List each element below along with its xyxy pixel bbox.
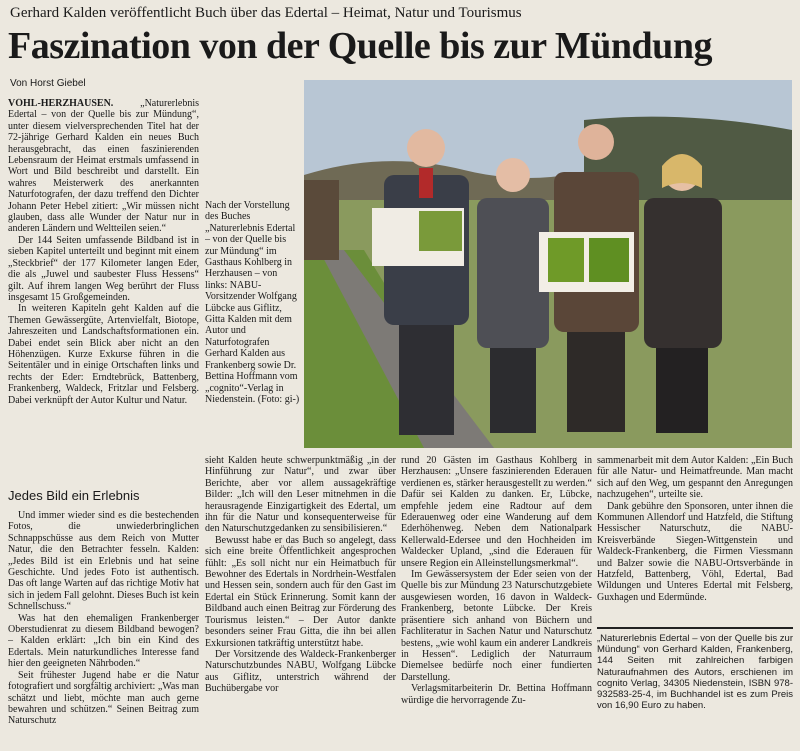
article-column-1: [8, 98, 199, 474]
group-photo-illustration: [304, 80, 792, 448]
paragraph: sammenarbeit mit dem Autor Kalden: „Ein Buch für alle Natur- und Heimatfreunde. Man macht sich auf den Weg, um gespannt den Anregungen nachzugehen“, urteilte sie.: [597, 455, 793, 501]
paragraph: rund 20 Gästen im Gasthaus Kohlberg in Herzhausen: „Unsere faszinierenden Ederauen verdienen es, stärker herausgestellt zu werden.“ Dafür sei Kalden zu danken. Er, Lübcke, empfehle jedem eine Radtour auf dem Ederauenweg oder eine Wanderung auf dem Ederhöhenweg. Neben dem Nationalpark Kellerwald-Edersee und den Hochheiden im Waldecker Upland, „sind die Ederauen für unsere Region ein Alleinstellungsmerkmal“.: [401, 455, 592, 569]
book-info-box: „Naturerlebnis Edertal – von der Quelle bis zur Mündung“ von Gerhard Kalden, Frankenberg, 144 Seiten mit zahlreichen farbigen Naturaufnahmen des Autors, erschienen im cognito Verlag, 34305 Niedenstein, ISBN 978-932583-25-4, im Buchhandel ist es zum Preis von 16,90 Euro zu haben.: [597, 627, 793, 747]
article-headline: Faszination von der Quelle bis zur Mündung: [8, 25, 712, 67]
paragraph: Der 144 Seiten umfassende Bildband ist in sieben Kapitel unterteilt und beginnt mit einem „Steckbrief“ der 177 Kilometer langen Eder, die als „Juwel und saubester Fluss Hessens“ gilt. Auf ihrem langen Weg berührt der Fluss insgesamt 15 Großgemeinden.: [8, 234, 199, 303]
article-byline: Von Horst Giebel: [10, 78, 86, 89]
paragraph: Verlagsmitarbeiterin Dr. Bettina Hoffmann würdige die hervorragende Zu-: [401, 683, 592, 706]
photo-caption: Nach der Vorstellung des Buches „Naturerlebnis Edertal – von der Quelle bis zur Mündung“ im Gasthaus Kohlberg in Herzhausen – von links: NABU-Vorsitzender Wolfgang Lübcke aus Giflitz, Gitta Kalden mit dem Autor und Naturfotografen Gerhard Kalden aus Frankenberg sowie Dr. Bettina Hoffmann vom „cognito“-Verlag in Niedenstein. (Foto: gi-): [205, 200, 300, 405]
paragraph: Was hat den ehemaligen Frankenberger Oberstudienrat zu diesem Bildband bewogen? – Kalden erklärt: „Ich bin ein Kind des Edertals. Mein naturkundliches Interesse fand hier den geeigneten Nährboden.“: [8, 612, 199, 670]
paragraph: Im Gewässersystem der Eder seien von der Quelle bis zur Mündung 23 Naturschutzgebiete ausgewiesen worden, 16 davon in Waldeck-Frankenberg, betonte Lübcke. Der Kreis präsentiere sich anhand von Büchern und Fachliteratur in Sachen Natur und Naturschutz bestens, „wie wohl kaum ein anderer Landkreis in Hessen“. Lediglich der Naturraum Diemelsee bedürfe noch einer fundierten Darstellung.: [401, 569, 592, 683]
article-column-1-continued: [8, 478, 199, 748]
paragraph: Bewusst habe er das Buch so angelegt, dass sich eine breite Öffentlichkeit angesprochen fühlt: „Es soll nicht nur ein Heimatbuch für Bewohner des Edertals in Nordrhein-Westfalen und Hessen sein, sondern auch für den Gast im Edertal ein Stück Erinnerung. Somit kann der Bildband auch einen Beitrag zur Förderung des Tourismus leisten.“ – Der Autor dankte besonders seiner Frau Gitta, die ihn bei allen Exkursionen tatkräftig unterstützt habe.: [205, 534, 396, 649]
article-kicker: Gerhard Kalden veröffentlicht Buch über das Edertal – Heimat, Natur und Tourismus: [10, 5, 522, 21]
paragraph: In weiteren Kapiteln geht Kalden auf die Themen Gewässergüte, Artenvielfalt, Biotope, Jahreszeiten und Landschaftsformationen ein. Dabei endet sein Blick aber nicht an den Höhenzügen. Kurze Exkurse führen in die Seitentäler und in einige Ortschaften links und rechts der Eder: Erndtebrück, Battenberg, Frankenberg, Waldeck, Fritzlar und Felsberg. Dabei verknüpft der Autor Kultur und Natur.: [8, 303, 199, 406]
paragraph: Dank gebühre den Sponsoren, unter ihnen die Kommunen Allendorf und Hatzfeld, die Stiftung Hessischer Naturschutz, die NABU-Kreisverbände Siegen-Wittgenstein und Waldeck-Frankenberg, die Firmen Viessmann und Balzer sowie die NABU-Ortsverbände in Hatzfeld, Battenberg, Vöhl, Edertal, Bad Wildungen und Unteres Edertal mit Felsberg, Guxhagen und Edermünde.: [597, 500, 793, 603]
paragraph: Der Vorsitzende des Waldeck-Frankenberger Naturschutzbundes NABU, Wolfgang Lübcke aus Giflitz, unterstrich während der Buchübergabe vor: [205, 648, 396, 695]
paragraph: Und immer wieder sind es die bestechenden Fotos, die unwiederbringlichen Schnappschüsse aus dem Reich von Mutter Natur, die den Betrachter fesseln. Kalden: „Jedes Bild ist ein Erlebnis und hat seine Geschichte. Und jedes Foto ist authentisch. Das oft lange Warten auf das richtige Motiv hat sich in jedem Fall gelohnt. Dieses Buch ist kein Schnellschuss.“: [8, 510, 199, 613]
article-photo: [304, 80, 792, 448]
paragraph: sieht Kalden heute schwerpunktmäßig „in der Hinführung zur Natur“, und zwar über Berichte, aber vor allem aussagekräftige Bilder: „Ich will den Leser mitnehmen in die herausragende Einzigartigkeit des Edertal, um ihn für die Natur und konsequenterweise für den Naturschutzgedanken zu sensibilisieren.“: [205, 455, 396, 535]
article-column-3: [401, 455, 592, 748]
paragraph: „Naturerlebnis Edertal – von der Quelle bis zur Mündung“, unter diesem vielversprechenden Titel hat der 72-jährige Gerhard Kalden ein neues Buch herausgebracht, das einen faszinierenden Lebensraum der Heimat erstmals umfassend in Wort und Bild beschreibt und darstellt. Ein wahres Meisterwerk des anerkannten Naturfotografen, der dazu treffend den Dichter Johann Peter Hebel zitiert: „Wir müssen nicht glauben, dass alle Wunder der Natur nur in anderen Ländern und Weltteilen seien.“: [8, 98, 199, 235]
dateline: VÖHL-HERZHAUSEN.: [8, 98, 114, 109]
article-column-4: [597, 455, 793, 625]
article-column-2: [205, 455, 396, 748]
paragraph: Seit frühester Jugend habe er die Natur fotografiert und sorgfältig archiviert: „Was man schätzt und liebt, möchte man auch gerne bewahren und schützen.“ Seinen Beitrag zum Naturschutz: [8, 669, 199, 727]
subheading: Jedes Bild ein Erlebnis: [8, 488, 140, 503]
